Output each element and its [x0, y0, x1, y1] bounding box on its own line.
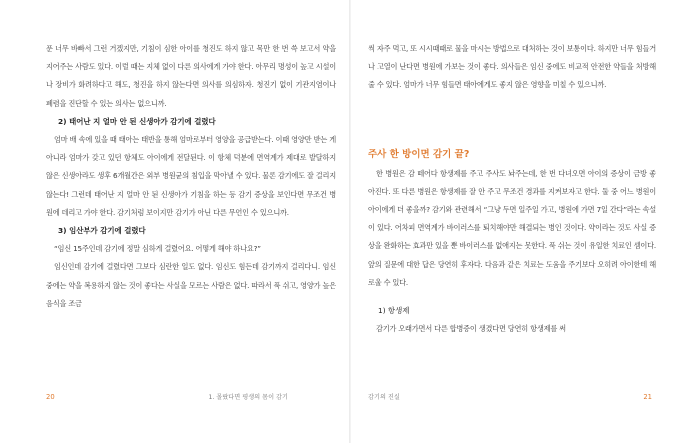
right-paragraph-2: 한 병원은 감 떼어다 항생제를 주고 주사도 놔주는데, 한 번 다녀오면 아이의 증상이 금방 좋아진다. 또 다른 병원은 항생제를 잘 안 주고 무조건 경과를 지켜보자고 한다. 둘 중 어느 병원이 아이에게 더 좋을까? 감기와 관련해서 “그냥 두면 일주일 가고, 병원에 가면 7일 간다”라는 속설이 있다. 어차피 면역계가 바이러스를 퇴치해야만 해결되는 병인 것이다. 약이라는 것도 사실 증상을 완화하는 효과만 있을 뿐 바이러스를 없애지는 못한다. 푹 쉬는 것이 유일한 치료인 셈이다. 앞의 질문에 대한 답은 당연히 후자다. 다음과 같은 치료는 도움을 주기보다 오히려 아이한테 해로울 수 있다.	[368, 168, 656, 287]
right-page	[350, 0, 700, 443]
left-page-number: 20	[46, 393, 55, 401]
subheading-antibiotics: 1) 항생제	[378, 306, 410, 316]
subheading-pregnant-cold: 3) 임산부가 감기에 걸렸다	[58, 226, 146, 236]
left-paragraph-1: 푼 너무 바빠서 그런 거겠지만, 기침이 심한 아이를 청진도 하지 않고 목만 한 번 쓱 보고서 약을 지어주는 사람도 있다. 이럴 때는 지체 없이 다른 의사에게 가야 한다. 아무리 명성이 높고 시설이나 장비가 화려하다고 해도, 청진을 하지 않는다면 의사를 의심하자. 청진기 없이 기관지염이나 폐렴을 진단할 수 있는 의사는 없으니까.	[46, 44, 336, 108]
right-running-head: 감기의 진실	[368, 394, 400, 401]
right-paragraph-3: 감기가 오래가면서 다른 합병증이 생겼다면 당연히 항생제를 써	[376, 324, 566, 334]
subheading-newborn-cold: 2) 태어난 지 얼마 안 된 신생아가 감기에 걸렸다	[58, 116, 216, 126]
right-page-number: 21	[643, 393, 652, 401]
right-paragraph-1: 씩 자주 먹고, 또 시시때때로 물을 마시는 방법으로 대처하는 것이 보통이다. 하지만 너무 힘들거나 고열이 난다면 병원에 가보는 것이 좋다. 의사들은 임신 중에도 비교적 안전한 약들을 처방해줄 수 있다. 엄마가 너무 힘들면 태아에게도 좋지 않은 영향을 미칠 수 있으니까.	[368, 44, 656, 90]
section-title: 주사 한 방이면 감기 끝?	[368, 148, 470, 160]
left-paragraph-2: 엄마 배 속에 있을 때 태아는 태반을 통해 엄마로부터 영양을 공급받는다. 이때 영양만 받는 게 아니라 엄마가 갖고 있던 항체도 아이에게 전달된다. 이 항체 덕분에 면역계가 제대로 발달하지 않은 신생아라도 생후 6개월간은 외부 병원균의 침입을 막아낼 수 있다. 물론 감기에도 잘 걸리지 않는다! 그런데 태어난 지 얼마 안 된 신생아가 기침을 하는 등 감기 증상을 보인다면 무조건 병원에 데리고 가야 한다. 감기처럼 보이지만 감기가 아닌 다른 무언인 수 있으니까.	[46, 135, 336, 217]
left-running-head: 1. 몰랐다면 평생의 몸이 감기	[208, 394, 288, 401]
quote-paragraph: “임신 15주인데 감기에 정말 심하게 걸렸어요. 어떻게 해야 하나요?”	[54, 244, 261, 254]
left-paragraph-3: 임신인데 감기에 걸렸다면 그보다 심란한 일도 없다. 임신도 힘든데 감기까지 걸리다니. 임신 중에는 약을 복용하지 않는 것이 좋다는 사실을 모르는 사람은 없다. 따라서 푹 쉬고, 영양가 높은 음식을 조금	[46, 262, 336, 308]
